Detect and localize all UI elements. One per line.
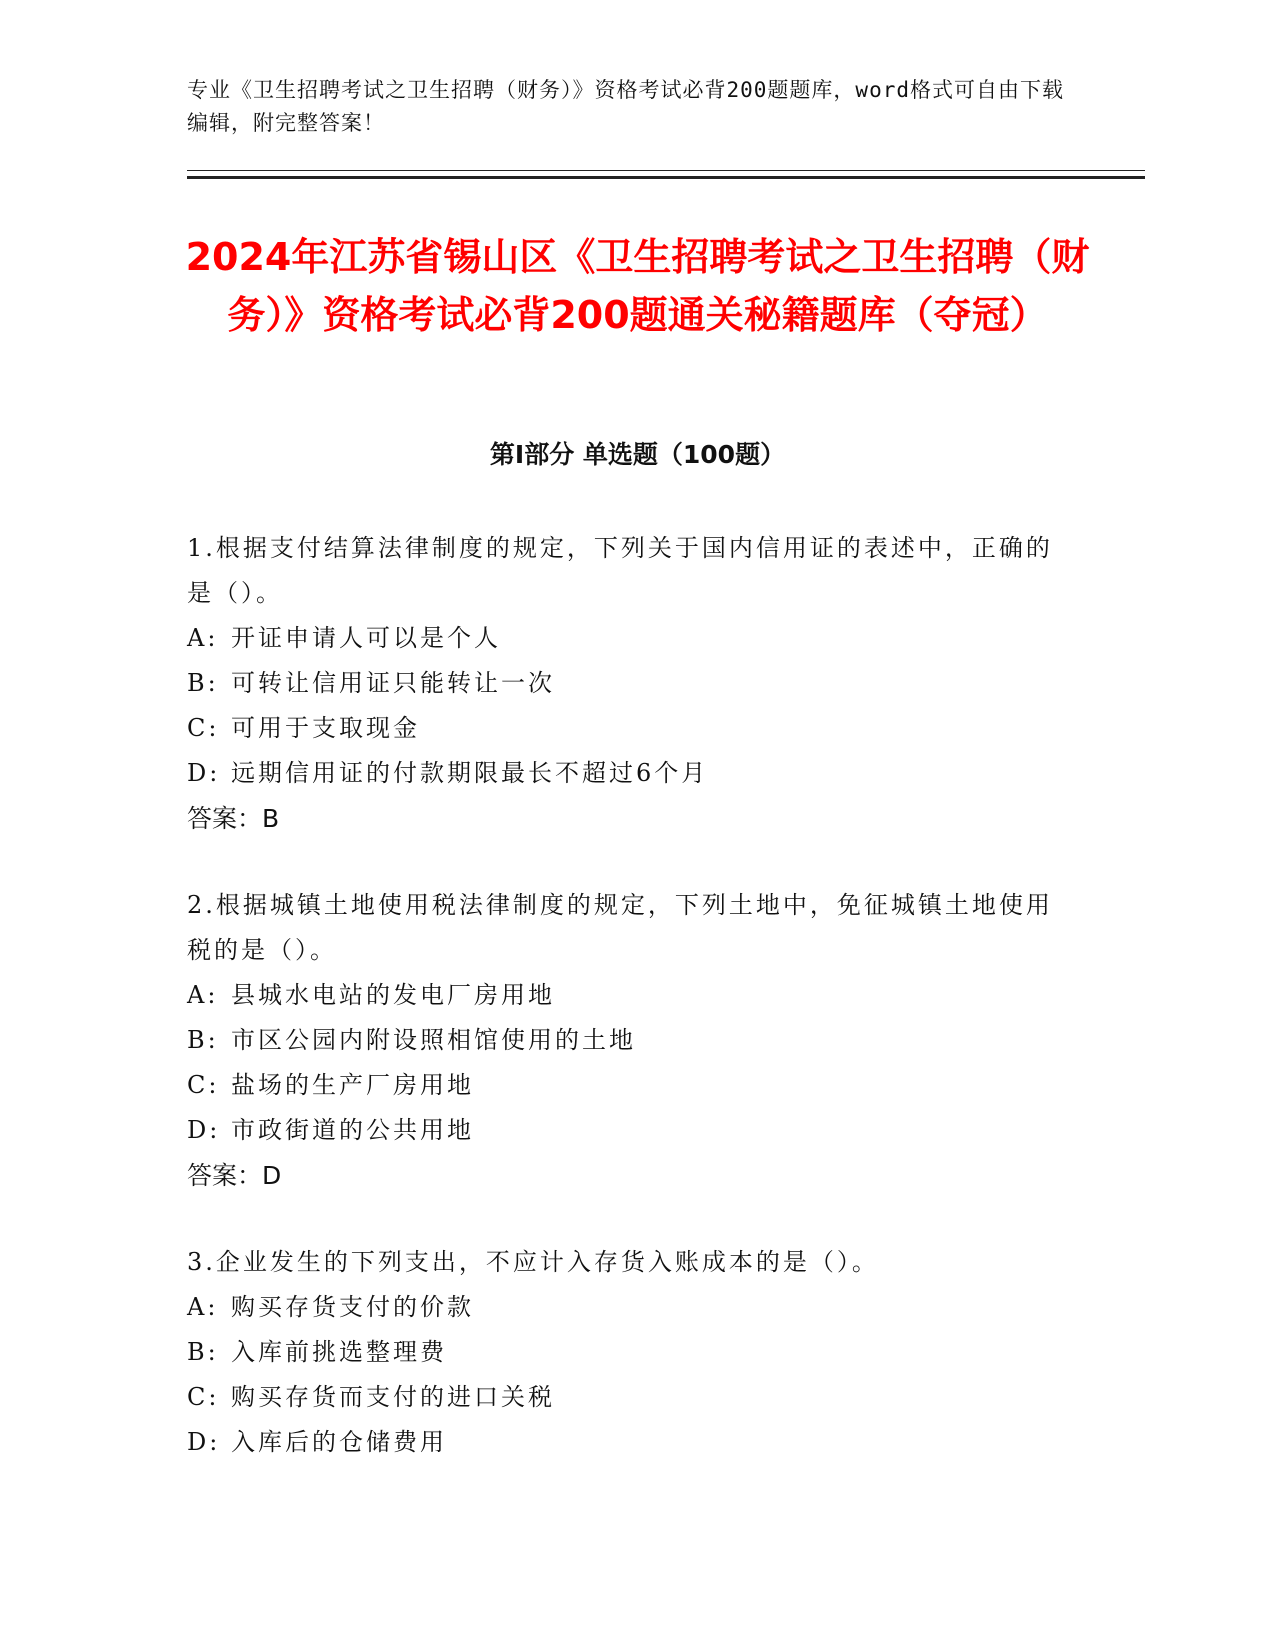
header-rule-thick: [187, 176, 1145, 179]
option-key: C:: [187, 1071, 220, 1099]
answer: 答案：D: [187, 1161, 282, 1190]
option-key: C:: [187, 1383, 220, 1411]
question-3: [187, 1240, 1067, 1465]
option-text: 市区公园内附设照相馆使用的土地: [231, 1026, 636, 1054]
option-key: D:: [187, 759, 221, 787]
option-text: 购买存货而支付的进口关税: [231, 1383, 555, 1411]
option-c: [187, 1375, 1067, 1420]
option-text: 开证申请人可以是个人: [231, 624, 501, 652]
section-heading: 第Ⅰ部分 单选题（100题）: [489, 440, 786, 469]
option-key: A:: [187, 1293, 219, 1321]
question-list: [187, 526, 1067, 1507]
option-text: 市政街道的公共用地: [231, 1116, 474, 1144]
option-c: [187, 706, 1067, 751]
option-b: [187, 1330, 1067, 1375]
option-key: D:: [187, 1428, 221, 1456]
question-text: 3.企业发生的下列支出，不应计入存货入账成本的是（）。: [187, 1248, 879, 1276]
option-c: [187, 1063, 1067, 1108]
option-key: A:: [187, 624, 219, 652]
option-a: [187, 1285, 1067, 1330]
question-2: [187, 883, 1067, 1198]
option-text: 入库前挑选整理费: [231, 1338, 447, 1366]
question-text: 2.根据城镇土地使用税法律制度的规定，下列土地中，免征城镇土地使用税的是（）。: [187, 891, 1053, 964]
option-key: B:: [187, 669, 219, 697]
option-key: B:: [187, 1338, 219, 1366]
option-text: 可转让信用证只能转让一次: [231, 669, 555, 697]
option-key: D:: [187, 1116, 221, 1144]
document-title: 2024年江苏省锡山区《卫生招聘考试之卫生招聘（财务）》资格考试必背200题通关秘籍题库（夺冠）: [185, 235, 1090, 337]
option-text: 可用于支取现金: [231, 714, 420, 742]
option-key: B:: [187, 1026, 219, 1054]
option-text: 入库后的仓储费用: [231, 1428, 447, 1456]
option-key: C:: [187, 714, 220, 742]
option-b: [187, 1018, 1067, 1063]
option-text: 盐场的生产厂房用地: [231, 1071, 474, 1099]
option-b: [187, 661, 1067, 706]
option-text: 远期信用证的付款期限最长不超过6个月: [231, 759, 709, 787]
header-note: 专业《卫生招聘考试之卫生招聘（财务）》资格考试必背200题题库，word格式可自由下载编辑，附完整答案！: [187, 78, 1064, 135]
answer: 答案：B: [187, 804, 280, 833]
question-text: 1.根据支付结算法律制度的规定，下列关于国内信用证的表述中，正确的是（）。: [187, 534, 1053, 607]
question-1: [187, 526, 1067, 841]
option-key: A:: [187, 981, 219, 1009]
option-d: [187, 1108, 1067, 1153]
option-a: [187, 973, 1067, 1018]
option-text: 县城水电站的发电厂房用地: [231, 981, 555, 1009]
header-rule-thin: [187, 170, 1145, 171]
option-text: 购买存货支付的价款: [231, 1293, 474, 1321]
option-d: [187, 751, 1067, 796]
option-d: [187, 1420, 1067, 1465]
option-a: [187, 616, 1067, 661]
